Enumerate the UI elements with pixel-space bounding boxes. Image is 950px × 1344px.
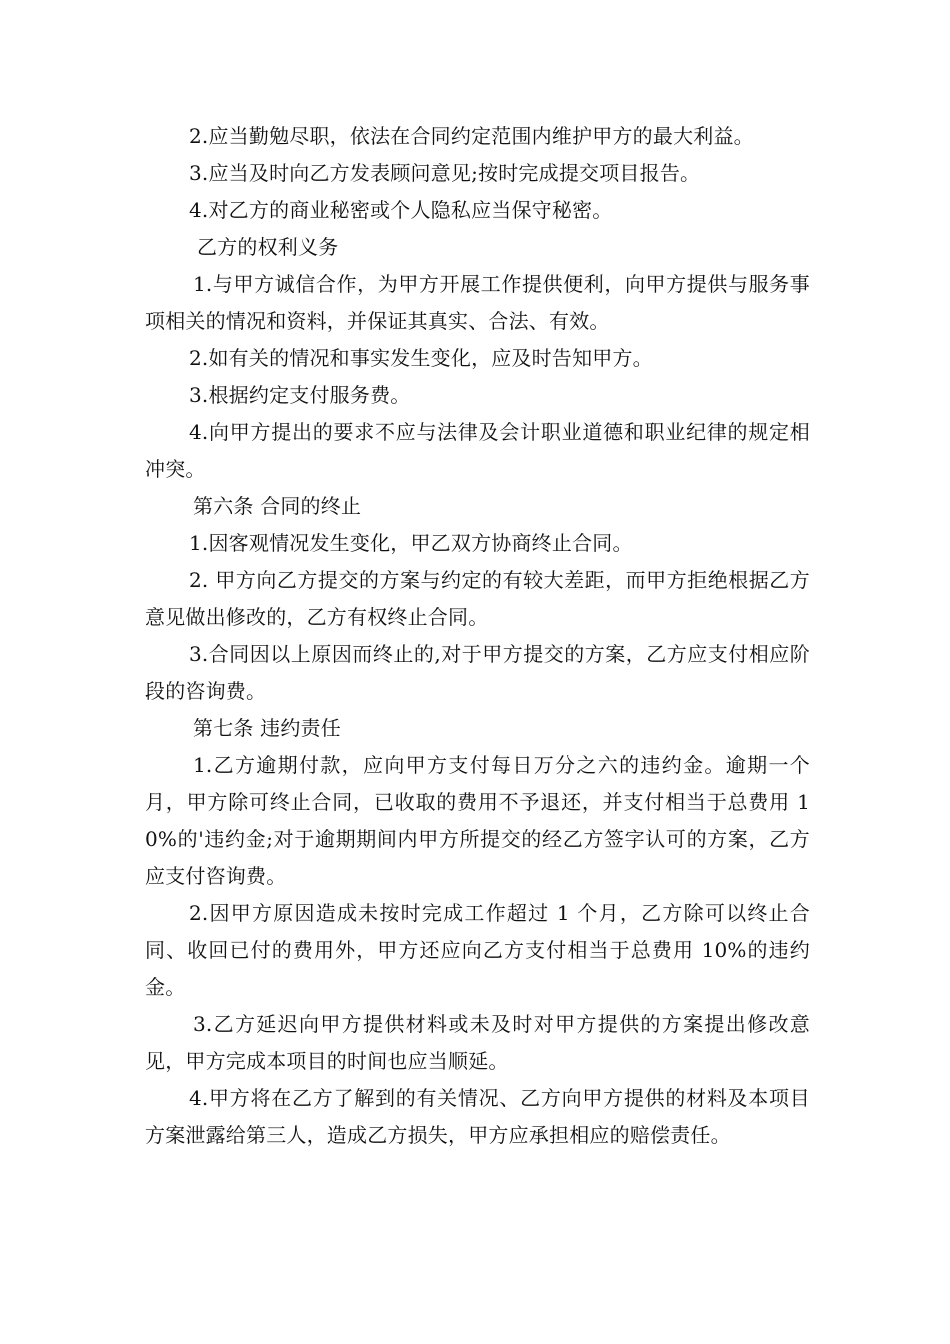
termination-2: 2. 甲方向乙方提交的方案与约定的有较大差距，而甲方拒绝根据乙方意见做出修改的，乙方有权终止合同。: [145, 568, 810, 629]
breach-2: 2.因甲方原因造成未按时完成工作超过 1 个月，乙方除可以终止合同、收回已付的费用外，甲方还应向乙方支付相当于总费用 10%的违约金。: [145, 901, 810, 999]
party-b-duty-4: 4.向甲方提出的要求不应与法律及会计职业道德和职业纪律的规定相冲突。: [145, 420, 810, 481]
party-b-duty-2: 2.如有关的情况和事实发生变化，应及时告知甲方。: [189, 346, 653, 370]
party-b-duty-3: 3.根据约定支付服务费。: [189, 383, 411, 407]
breach-1: 1.乙方逾期付款，应向甲方支付每日万分之六的违约金。逾期一个月，甲方除可终止合同，已收取的费用不予退还，并支付相当于总费用 10%的'违约金;对于逾期期间内甲方所提交的经乙方签字认可的方案，乙方应支付咨询费。: [145, 753, 810, 888]
duty-2: 2.应当勤勉尽职，依法在合同约定范围内维护甲方的最大利益。: [189, 124, 754, 148]
party-b-rights-heading: 乙方的权利义务: [197, 235, 339, 259]
breach-4: 4.甲方将在乙方了解到的有关情况、乙方向甲方提供的材料及本项目方案泄露给第三人，造成乙方损失，甲方应承担相应的赔偿责任。: [145, 1086, 810, 1147]
termination-3: 3.合同因以上原因而终止的,对于甲方提交的方案，乙方应支付相应阶段的咨询费。: [145, 642, 810, 703]
party-b-duty-1: 1.与甲方诚信合作，为甲方开展工作提供便利，向甲方提供与服务事项相关的情况和资料，并保证其真实、合法、有效。: [145, 272, 810, 333]
duty-4: 4.对乙方的商业秘密或个人隐私应当保守秘密。: [189, 198, 613, 222]
document-body: [145, 118, 810, 1154]
article-7-heading: 第七条 违约责任: [193, 716, 341, 740]
breach-3: 3.乙方延迟向甲方提供材料或未及时对甲方提供的方案提出修改意见，甲方完成本项目的时间也应当顺延。: [145, 1012, 810, 1073]
article-6-heading: 第六条 合同的终止: [193, 494, 362, 518]
duty-3: 3.应当及时向乙方发表顾问意见;按时完成提交项目报告。: [189, 161, 701, 185]
termination-1: 1.因客观情况发生变化，甲乙双方协商终止合同。: [189, 531, 633, 555]
